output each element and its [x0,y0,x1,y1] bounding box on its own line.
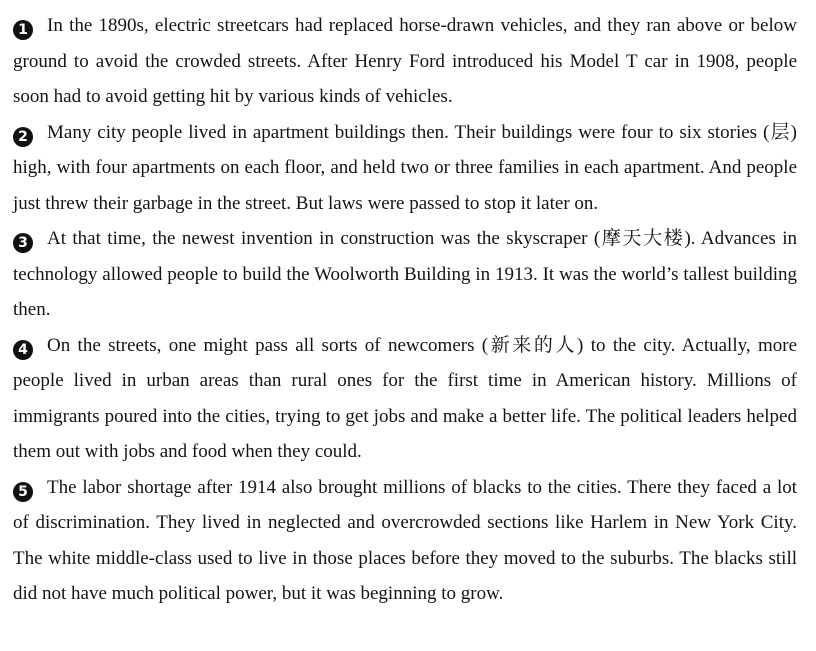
paragraph-number-badge: 1 [13,20,33,40]
paragraph-text: Many city people lived in apartment buildings then. Their buildings were four to six stories (层) high, with four apartments on each floor, and held two or three families in each apartment. And people just threw their garbage in the street. But laws were passed to stop it later on. [13,121,797,214]
paragraph-text: On the streets, one might pass all sorts of newcomers (新来的人) to the city. Actually, more people lived in urban areas than rural ones for the first time in American history. Millions of immigrants poured into the cities, trying to get jobs and make a better life. The political leaders helped them out with jobs and food when they could. [13,334,797,462]
paragraph-2 [13,115,797,222]
paragraph-text: At that time, the newest invention in construction was the skyscraper (摩天大楼). Advances in technology allowed people to build the Woolworth Building in 1913. It was the world’s tallest building then. [13,228,797,320]
paragraph-text: The labor shortage after 1914 also brought millions of blacks to the cities. There they faced a lot of discrimination. They lived in neglected and overcrowded sections like Harlem in New York City. The white middle-class used to live in those places before they moved to the suburbs. The blacks still did not have much political power, but it was beginning to grow. [13,476,797,604]
paragraph-number-badge: 2 [13,127,33,147]
document-body [13,8,797,612]
paragraph-text: In the 1890s, electric streetcars had replaced horse-drawn vehicles, and they ran above or below ground to avoid the crowded streets. After Henry Ford introduced his Model T car in 1908, people soon had to avoid getting hit by various kinds of vehicles. [13,15,797,107]
paragraph-4 [13,328,797,470]
paragraph-number-badge: 4 [13,340,33,360]
paragraph-3 [13,221,797,328]
paragraph-5 [13,470,797,612]
paragraph-number-badge: 5 [13,482,33,502]
paragraph-1 [13,8,797,115]
paragraph-number-badge: 3 [13,233,33,253]
